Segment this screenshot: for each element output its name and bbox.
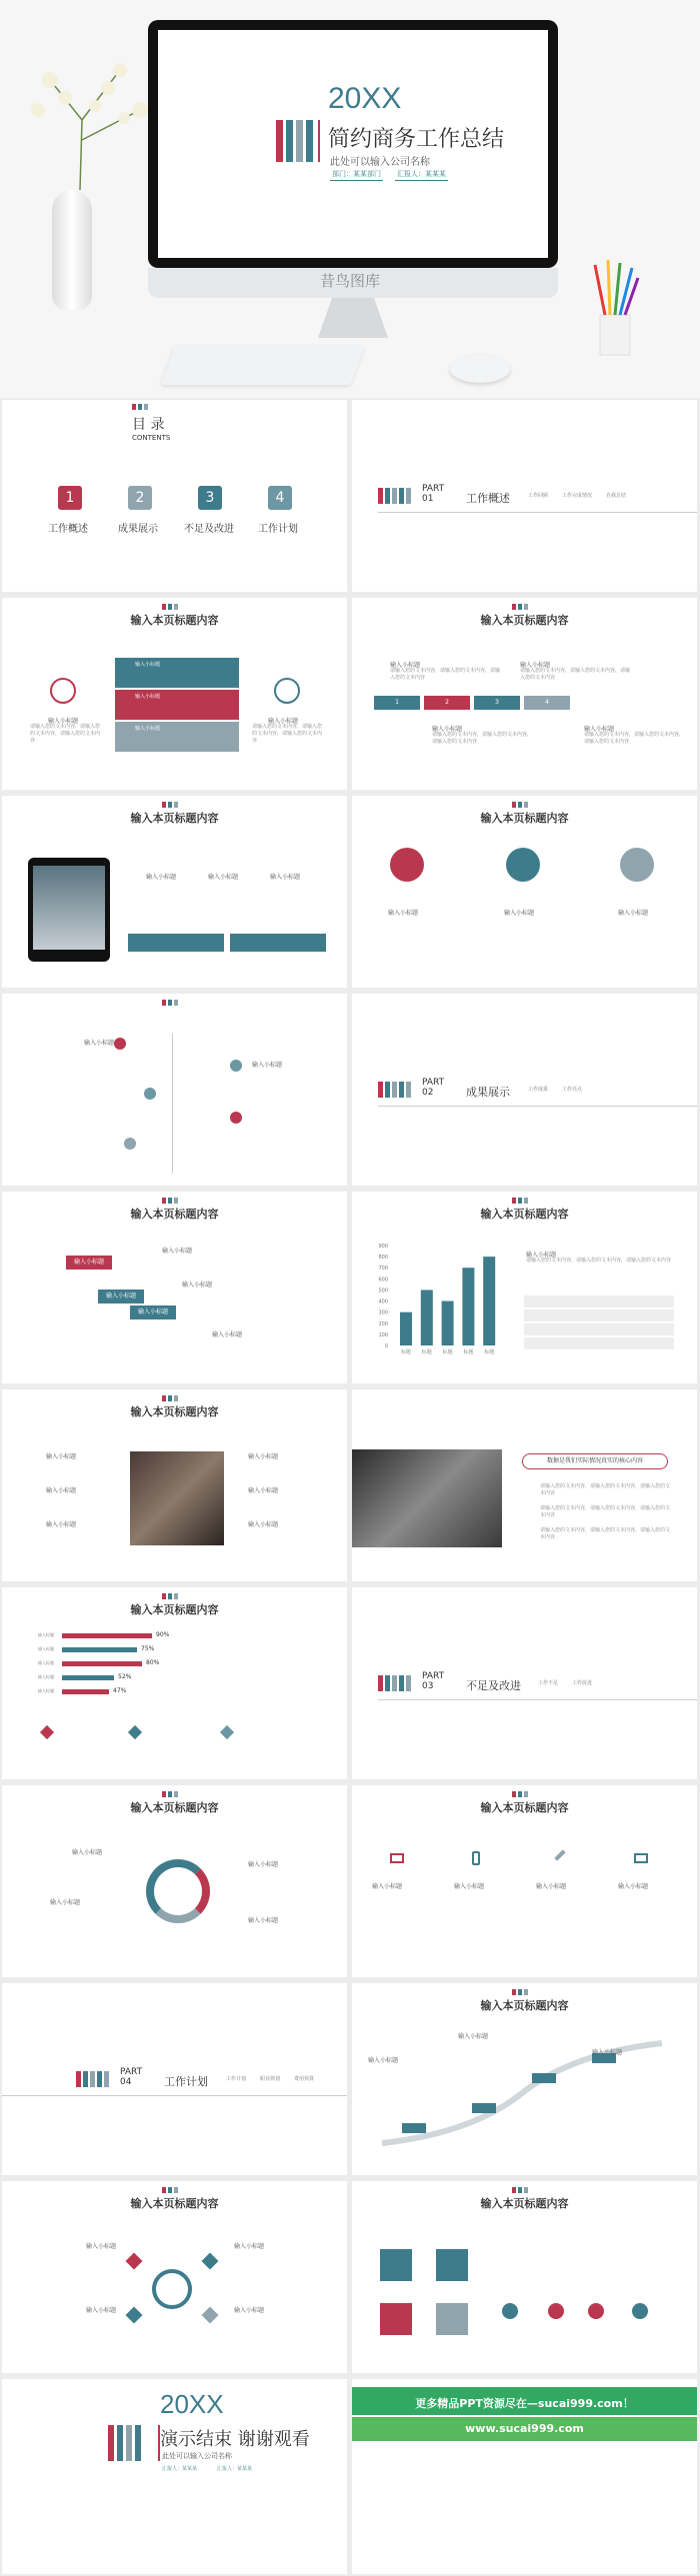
vase-image xyxy=(52,190,92,310)
timeline-dot xyxy=(230,1112,242,1124)
part-decor-bars xyxy=(76,2071,109,2087)
part-label: PART 02 xyxy=(422,1078,445,1098)
y-tick-label: 800 xyxy=(378,1255,388,1262)
end-subtitle: 此处可以输入公司名称 xyxy=(162,2452,232,2460)
slide-part02 xyxy=(352,994,697,1186)
y-tick-label: 900 xyxy=(378,1244,388,1250)
slide-title: 输入本页标题内容 xyxy=(130,1603,219,1616)
diamond-icon xyxy=(202,2253,219,2270)
body-text: 请输入您的文本内容，请输入您的文本内容，请输入您的文本内容 xyxy=(252,724,323,744)
small-title: 输入小标题 xyxy=(234,2243,265,2250)
small-title: 输入小标题 xyxy=(526,1252,557,1259)
slide-content xyxy=(2,994,347,1186)
progress-value: 80% xyxy=(146,1659,160,1666)
end-tags: 汇报人：某某某 汇报人：某某某 xyxy=(162,2466,253,2472)
progress-label: 输入标题 xyxy=(38,1674,54,1679)
diamond-icon xyxy=(126,2253,143,2270)
tablet-photo xyxy=(28,858,110,962)
end-title: 演示结束 谢谢观看 xyxy=(160,2429,310,2450)
small-title: 输入小标题 xyxy=(46,1487,77,1494)
step-tab: 4 xyxy=(524,696,570,710)
diamond-icon xyxy=(620,848,654,882)
y-tick-label: 200 xyxy=(378,1320,388,1327)
slide-decor-bars xyxy=(162,604,178,610)
small-title: 输入小标题 xyxy=(584,726,615,733)
toc-item-label[interactable]: 不足及改进 xyxy=(184,524,234,535)
y-tick-label: 0 xyxy=(384,1343,388,1349)
bar xyxy=(462,1268,474,1345)
y-tick-label: 500 xyxy=(378,1288,388,1294)
y-tick-label: 700 xyxy=(378,1266,388,1273)
small-title: 输入小标题 xyxy=(454,1883,485,1890)
hero-cover xyxy=(0,0,700,398)
info-card: 输入小标题 xyxy=(115,690,239,720)
bar xyxy=(483,1257,495,1345)
slide-title: 输入本页标题内容 xyxy=(480,1208,569,1221)
body-text: 请输入您的文本内容，请输入您的文本内容，请输入您的文本内容 xyxy=(540,1483,671,1496)
diamond-icon xyxy=(202,2307,219,2324)
bar-chart xyxy=(370,1236,510,1365)
part-items: 工作计划 职业规划 费用预算 xyxy=(226,2076,315,2082)
toc-item-label[interactable]: 成果展示 xyxy=(118,524,158,535)
slide-decor-bars xyxy=(512,1989,528,1995)
progress-label: 输入标题 xyxy=(38,1646,54,1651)
part-name: 成果展示 xyxy=(466,1086,510,1099)
phone-icon xyxy=(472,1851,480,1865)
small-title: 输入小标题 xyxy=(504,910,535,917)
slide-decor-bars xyxy=(162,1791,178,1797)
small-title: 输入小标题 xyxy=(86,2307,117,2314)
y-tick-label: 300 xyxy=(378,1309,388,1316)
end-decor-bars xyxy=(108,2425,141,2461)
slide-toc xyxy=(2,400,347,592)
progress-value: 52% xyxy=(118,1673,132,1680)
small-title: 输入小标题 xyxy=(72,1849,103,1856)
slide-title: 输入本页标题内容 xyxy=(130,1208,219,1221)
part-divider xyxy=(378,512,697,513)
hero-tag: 汇报人：某某某 xyxy=(395,168,448,181)
slide-title: 输入本页标题内容 xyxy=(130,614,219,627)
slide-title: 输入本页标题内容 xyxy=(130,812,219,825)
body-text: 请输入您的文本内容，请输入您的文本内容，请输入您的文本内容 xyxy=(432,732,533,745)
small-title: 输入小标题 xyxy=(248,1917,279,1924)
part-label: PART 03 xyxy=(422,1671,445,1691)
x-tick-label: 标题 xyxy=(484,1349,495,1355)
slide-content xyxy=(352,1983,697,2175)
hero-brand: 昔鸟图库 xyxy=(319,272,380,290)
small-title: 输入小标题 xyxy=(390,662,421,669)
slide-title: 输入本页标题内容 xyxy=(130,1405,219,1418)
part-divider xyxy=(378,1106,697,1107)
feature-tile xyxy=(380,2249,412,2281)
feature-tile xyxy=(436,2303,468,2335)
small-title: 输入小标题 xyxy=(84,1040,115,1047)
x-tick-label: 标题 xyxy=(421,1349,432,1355)
y-tick-label: 400 xyxy=(378,1298,388,1305)
feature-dot xyxy=(502,2303,518,2319)
progress-label: 输入标题 xyxy=(38,1632,54,1637)
small-title: 输入小标题 xyxy=(592,2049,623,2056)
toc-item-label[interactable]: 工作计划 xyxy=(258,524,298,535)
list-row xyxy=(524,1323,674,1335)
slide-content xyxy=(2,598,347,790)
info-card: 输入小标题 xyxy=(115,658,239,688)
slide-title: 输入本页标题内容 xyxy=(130,1801,219,1814)
feature-tile xyxy=(380,2303,412,2335)
part-decor-bars xyxy=(378,488,411,504)
monitor-stand xyxy=(318,298,388,338)
body-text: 请输入您的文本内容，请输入您的文本内容，请输入您的文本内容 xyxy=(390,668,501,681)
toc-number: 4 xyxy=(268,486,292,510)
slide-content xyxy=(352,2181,697,2373)
slide-title: 输入本页标题内容 xyxy=(480,2197,569,2210)
slide-decor-bars xyxy=(512,802,528,808)
slide-content xyxy=(352,1785,697,1977)
hero-decor-bars xyxy=(276,120,313,162)
timeline-dot xyxy=(230,1060,242,1072)
small-title: 输入小标题 xyxy=(368,2057,399,2064)
pencil-cup-image xyxy=(590,260,640,360)
small-title: 输入小标题 xyxy=(248,1861,279,1868)
slide-content xyxy=(2,1192,347,1383)
slide-title: 输入本页标题内容 xyxy=(130,2197,219,2210)
progress-value: 75% xyxy=(141,1645,155,1652)
hero-accent-line xyxy=(318,120,320,162)
slide-decor-bars xyxy=(162,2187,178,2193)
slide-promo xyxy=(352,2379,697,2574)
small-title: 输入小标题 xyxy=(268,718,299,725)
small-title: 输入小标题 xyxy=(248,1487,279,1494)
slide-decor-bars xyxy=(512,2187,528,2193)
timeline-dot xyxy=(124,1138,136,1150)
hero-tag: 部门：某某部门 xyxy=(330,168,383,181)
search-icon xyxy=(390,848,424,882)
progress-row xyxy=(38,1659,178,1669)
progress-bar xyxy=(62,1675,114,1680)
part-items: 工作回顾 工作完成情况 自我总结 xyxy=(528,493,627,499)
info-card xyxy=(128,934,224,952)
toc-number: 2 xyxy=(128,486,152,510)
diamond-icon xyxy=(128,1725,142,1739)
small-title: 输入小标题 xyxy=(46,1521,77,1528)
end-year: 20XX xyxy=(160,2389,224,2419)
small-title: 输入小标题 xyxy=(46,1453,77,1460)
feature-dot xyxy=(632,2303,648,2319)
keyboard-image xyxy=(161,345,366,385)
slide-content xyxy=(2,1785,347,1977)
part-decor-bars xyxy=(378,1675,411,1691)
slide-decor-bars xyxy=(162,1593,178,1599)
flow-tab: 输入小标题 xyxy=(130,1305,176,1319)
small-title: 输入小标题 xyxy=(270,874,301,881)
progress-row xyxy=(38,1687,178,1697)
info-card xyxy=(230,934,326,952)
small-title: 输入小标题 xyxy=(248,1453,279,1460)
promo-text[interactable]: 更多精品PPT资源尽在—sucai999.com！ xyxy=(415,2397,634,2410)
info-card: 输入小标题 xyxy=(115,722,239,752)
slide-decor-bars xyxy=(162,1000,178,1006)
slide-content xyxy=(352,598,697,790)
part-name: 工作计划 xyxy=(164,2075,208,2088)
toc-item-label[interactable]: 工作概述 xyxy=(48,524,88,535)
timeline-line xyxy=(172,1034,173,1174)
flow-tab: 输入小标题 xyxy=(66,1256,112,1270)
progress-bar xyxy=(62,1647,137,1652)
step-tab: 3 xyxy=(474,696,520,710)
slide-content xyxy=(2,796,347,988)
slide-title: 输入本页标题内容 xyxy=(480,1801,569,1814)
small-title: 输入小标题 xyxy=(50,1899,81,1906)
small-title: 输入小标题 xyxy=(182,1282,213,1288)
slide-content xyxy=(2,1389,347,1581)
small-title: 输入小标题 xyxy=(618,1883,649,1890)
toc-number: 3 xyxy=(198,486,222,510)
slide-decor-bars xyxy=(162,1198,178,1204)
small-title: 输入小标题 xyxy=(520,662,551,669)
slide-title: 输入本页标题内容 xyxy=(480,812,569,825)
small-title: 输入小标题 xyxy=(86,2243,117,2250)
progress-value: 47% xyxy=(113,1687,127,1694)
hero-tags xyxy=(330,168,448,181)
flow-tab: 输入小标题 xyxy=(98,1289,144,1303)
progress-row xyxy=(38,1645,178,1655)
diamond-icon xyxy=(126,2307,143,2324)
small-title: 输入小标题 xyxy=(618,910,649,917)
pencil-icon xyxy=(554,1849,565,1860)
slide-bar-chart xyxy=(352,1192,697,1383)
slide-decor-bars xyxy=(512,604,528,610)
chat-icon xyxy=(634,1853,648,1863)
slide-content xyxy=(352,1389,697,1581)
small-title: 输入小标题 xyxy=(388,910,419,917)
small-title: 输入小标题 xyxy=(458,2033,489,2040)
x-tick-label: 标题 xyxy=(400,1349,412,1355)
part-items: 工作成果 工作亮点 xyxy=(528,1087,583,1093)
x-tick-label: 标题 xyxy=(442,1349,453,1355)
feature-dot xyxy=(588,2303,604,2319)
small-title: 输入小标题 xyxy=(146,874,177,881)
body-text: 请输入您的文本内容，请输入您的文本内容，请输入您的文本内容 xyxy=(584,732,685,745)
progress-bar xyxy=(62,1633,152,1638)
small-title: 输入小标题 xyxy=(248,1521,279,1528)
hero-subtitle: 此处可以输入公司名称 xyxy=(330,157,430,168)
growth-curve xyxy=(372,2023,672,2163)
diamond-icon xyxy=(40,1725,54,1739)
bar xyxy=(442,1301,454,1345)
body-text: 请输入您的文本内容，请输入您的文本内容，请输入您的文本内容 xyxy=(526,1258,672,1264)
small-title: 输入小标题 xyxy=(372,1883,403,1890)
slide-content xyxy=(352,796,697,988)
progress-bar xyxy=(62,1689,109,1694)
x-tick-label: 标题 xyxy=(463,1349,474,1355)
slide-progress xyxy=(2,1587,347,1779)
small-title: 输入小标题 xyxy=(252,1062,283,1069)
slide-content xyxy=(2,2181,347,2373)
progress-label: 输入标题 xyxy=(38,1660,54,1665)
slide-decor-bars xyxy=(132,404,148,410)
part-divider xyxy=(2,2095,347,2096)
body-text: 请输入您的文本内容，请输入您的文本内容，请输入您的文本内容 xyxy=(540,1527,671,1540)
target-icon xyxy=(152,2269,192,2309)
donut-chart xyxy=(146,1859,210,1923)
slide-part03 xyxy=(352,1587,697,1779)
bar xyxy=(421,1289,433,1345)
body-text: 请输入您的文本内容，请输入您的文本内容，请输入您的文本内容 xyxy=(540,1505,671,1518)
laptop-photo xyxy=(352,1449,502,1547)
send-icon xyxy=(506,848,540,882)
part-decor-bars xyxy=(378,1082,411,1098)
feature-dot xyxy=(548,2303,564,2319)
diamond-icon xyxy=(220,1725,234,1739)
body-text: 请输入您的文本内容，请输入您的文本内容，请输入您的文本内容 xyxy=(520,668,631,681)
small-title: 输入小标题 xyxy=(48,718,79,725)
slide-decor-bars xyxy=(512,1198,528,1204)
small-title: 输入小标题 xyxy=(208,874,239,881)
slide-part04 xyxy=(2,1983,347,2175)
small-title: 输入小标题 xyxy=(212,1331,243,1338)
bar xyxy=(400,1312,412,1345)
slide-end xyxy=(2,2379,347,2574)
progress-value: 90% xyxy=(156,1631,170,1638)
y-tick-label: 600 xyxy=(378,1277,388,1284)
part-name: 工作概述 xyxy=(466,492,510,505)
progress-row xyxy=(38,1631,178,1641)
step-tab: 1 xyxy=(374,696,420,710)
toc-subtitle: CONTENTS xyxy=(132,434,171,442)
part-name: 不足及改进 xyxy=(466,1679,521,1692)
list-row xyxy=(524,1295,674,1307)
monitor-icon xyxy=(390,1853,404,1863)
slide-title: 输入本页标题内容 xyxy=(480,1999,569,2012)
small-title: 输入小标题 xyxy=(162,1248,193,1255)
progress-bar xyxy=(62,1661,142,1666)
home-icon xyxy=(50,678,76,704)
body-text: 请输入您的文本内容，请输入您的文本内容，请输入您的文本内容 xyxy=(30,724,101,744)
slide-decor-bars xyxy=(162,802,178,808)
part-label: PART 04 xyxy=(120,2067,143,2087)
slide-part01 xyxy=(352,400,697,592)
step-tab: 2 xyxy=(424,696,470,710)
slide-title: 输入本页标题内容 xyxy=(480,614,569,627)
hero-year: 20XX xyxy=(328,82,402,115)
list-row xyxy=(524,1309,674,1321)
small-title: 输入小标题 xyxy=(432,726,463,733)
progress-label: 输入标题 xyxy=(38,1688,54,1693)
toc-title: 目 录 xyxy=(132,417,165,433)
y-tick-label: 100 xyxy=(378,1331,388,1338)
slide-decor-bars xyxy=(162,1395,178,1401)
progress-row xyxy=(38,1673,178,1683)
list-row xyxy=(524,1337,674,1349)
part-items: 工作不足 工作改进 xyxy=(538,1680,593,1686)
small-title: 输入小标题 xyxy=(234,2307,265,2314)
timeline-dot xyxy=(114,1038,126,1050)
orchid-flowers-image xyxy=(20,60,160,190)
feature-tile xyxy=(436,2249,468,2281)
toc-number: 1 xyxy=(58,486,82,510)
part-label: PART 01 xyxy=(422,484,445,504)
slide-decor-bars xyxy=(512,1791,528,1797)
team-photo xyxy=(130,1451,224,1545)
part-divider xyxy=(378,1699,697,1700)
promo-url[interactable]: www.sucai999.com xyxy=(465,2422,584,2435)
small-title: 输入小标题 xyxy=(536,1883,567,1890)
timeline-dot xyxy=(144,1088,156,1100)
lock-icon xyxy=(274,678,300,704)
mouse-image xyxy=(450,355,510,383)
hero-title: 简约商务工作总结 xyxy=(328,127,505,152)
callout-title: 数据是我们实际情况真实的核心内容 xyxy=(522,1453,668,1469)
